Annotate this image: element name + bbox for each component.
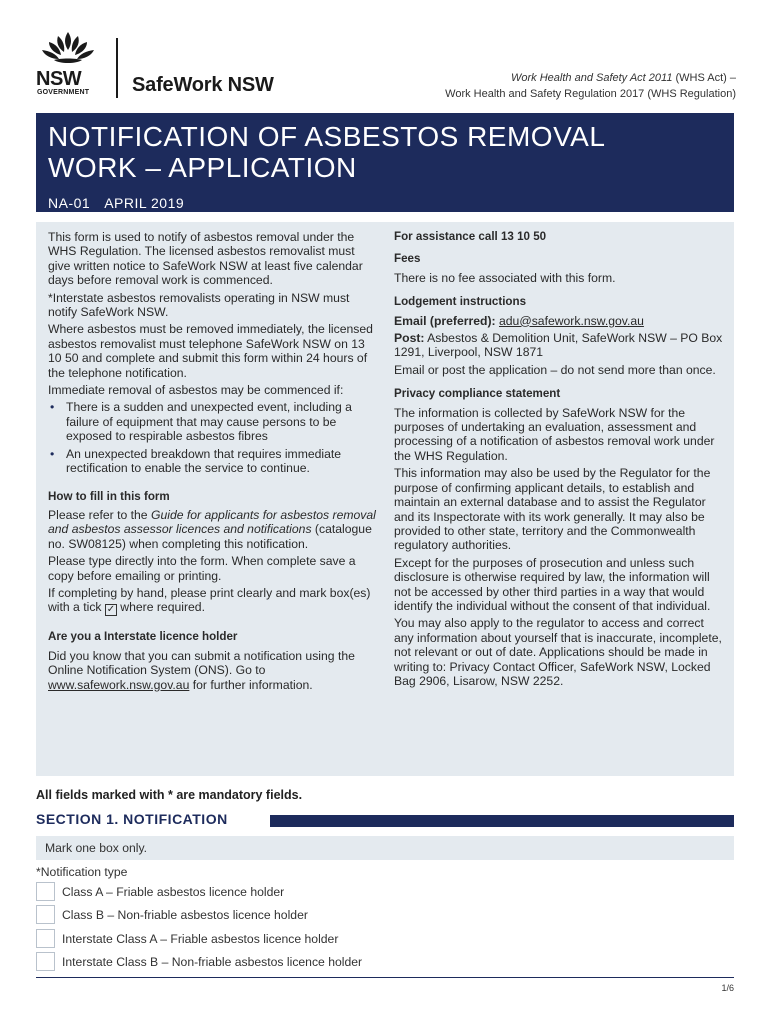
list-item (48, 400, 376, 443)
post-line (394, 331, 726, 360)
ons-paragraph (48, 649, 376, 692)
form-title-banner (36, 113, 734, 212)
list-item-text: There is a sudden and unexpected event, including a failure of equipment that may cause persons to be exposed to respirable asbestos fibres (66, 400, 352, 444)
ons-text-end: for further information. (189, 677, 313, 692)
brand-name: SafeWork NSW (132, 74, 274, 96)
intro-paragraph: This form is used to notify of asbestos removal under the WHS Regulation. The licensed asbestos removalist must give written notice to SafeWork NSW at least five calendar days before removal work is commenced. (48, 230, 363, 288)
interstate-class-a-checkbox[interactable] (36, 929, 55, 948)
guide-paragraph (48, 508, 376, 551)
regulation-name: Work Health and Safety Regulation 2017 (WHS Regulation) (445, 88, 736, 100)
list-item (48, 447, 376, 476)
nsw-logo-text: NSW (36, 68, 82, 90)
info-right-column (394, 230, 726, 691)
privacy-heading: Privacy compliance statement (394, 387, 561, 401)
ons-text: Did you know that you can submit a notification using the Online Notification System (ONS). Go to (48, 648, 355, 678)
interstate-class-a-label: Interstate Class A – Friable asbestos licence holder (62, 932, 339, 946)
option-interstate-class-a (36, 929, 536, 949)
mark-one-instruction: Mark one box only. (36, 836, 734, 860)
bullet-icon: • (50, 446, 55, 461)
class-a-checkbox[interactable] (36, 882, 55, 901)
logo-divider (116, 38, 118, 98)
interstate-note: *Interstate asbestos removalists operating in NSW must notify SafeWork NSW. (48, 290, 350, 320)
info-left-column (48, 230, 376, 695)
privacy-paragraph-1: The information is collected by SafeWork NSW for the purposes of undertaking an evaluation, assessment and processing of a notification of asbestos removal work under the WHS Regulation. (394, 405, 715, 463)
privacy-paragraph-3: Except for the purposes of prosecution and unless such disclosure is otherwise required by law, the information will not be accessed by other third parties in a way that would identify the individual without the consent of that individual. (394, 555, 711, 613)
post-address: Asbestos & Demolition Unit, SafeWork NSW – PO Box 1291, Liverpool, NSW 1871 (394, 331, 723, 360)
tick-box-icon: ✓ (106, 604, 116, 616)
section-1-title: SECTION 1. NOTIFICATION (36, 811, 228, 827)
lodgement-heading: Lodgement instructions (394, 295, 527, 309)
mandatory-fields-note: All fields marked with * are mandatory fields. (36, 788, 303, 802)
form-title-line-1: NOTIFICATION OF ASBESTOS REMOVAL (48, 121, 606, 152)
footer-divider (36, 977, 734, 978)
interstate-class-b-label: Interstate Class B – Non-friable asbestos licence holder (62, 955, 363, 969)
type-directly-paragraph: Please type directly into the form. When complete save a copy before emailing or printing. (48, 554, 356, 583)
class-a-label: Class A – Friable asbestos licence holder (62, 885, 285, 899)
send-once-text: Email or post the application – do not send more than once. (394, 362, 716, 377)
fees-text: There is no fee associated with this form. (394, 270, 616, 285)
option-class-b (36, 905, 536, 925)
interstate-class-b-checkbox[interactable] (36, 952, 55, 971)
option-class-a (36, 882, 536, 902)
information-panel (36, 222, 734, 776)
email-label: Email (preferred): (394, 313, 496, 328)
form-title-line-2: WORK – APPLICATION (48, 152, 357, 183)
class-b-label: Class B – Non-friable asbestos licence holder (62, 908, 308, 922)
post-label: Post: (394, 331, 425, 346)
guide-title: Guide for applicants for asbestos removal and asbestos assessor licences and notifications (48, 507, 376, 537)
form-code (48, 195, 722, 211)
privacy-paragraph-4: You may also apply to the regulator to access and correct any information about yourself that is inaccurate, incomplete, not relevant or out of date. Applications should be made in writing to: Privacy Contact Officer, SafeWork NSW, Locked Bag 2906, Lisarow, NSW 2252. (394, 616, 722, 688)
privacy-paragraph-2: This information may also be used by the Regulator for the purpose of confirming applicant details, to establish and maintain an external database and to assist the Regulator and its Inspectorate with its work generally. It may also be provided to other state, territory and the Commonwealth regulatory authorities. (394, 466, 711, 553)
assistance-heading: For assistance call 13 10 50 (394, 230, 547, 243)
email-line (394, 314, 726, 328)
bullet-icon: • (50, 400, 55, 415)
list-item-text: An unexpected breakdown that requires immediate rectification to enable the service to continue. (66, 446, 342, 476)
immediate-removal-paragraph: Where asbestos must be removed immediately, the licensed asbestos removalist must telephone SafeWork NSW on 13 10 50 and complete and submit this form within 24 hours of the telephone notification. (48, 322, 373, 380)
legislation-reference (445, 70, 736, 102)
by-hand-text-end: where required. (116, 600, 205, 615)
section-heading-bar (270, 815, 734, 827)
class-b-checkbox[interactable] (36, 905, 55, 924)
notification-type-label: *Notification type (36, 865, 128, 879)
form-date: APRIL 2019 (104, 195, 185, 211)
form-title (48, 121, 722, 183)
interstate-heading: Are you a Interstate licence holder (48, 630, 238, 644)
section-1-heading (36, 810, 734, 830)
email-link[interactable]: adu@safework.nsw.gov.au (498, 313, 644, 328)
commenced-if-text: Immediate removal of asbestos may be commenced if: (48, 383, 344, 398)
option-interstate-class-b (36, 952, 536, 972)
page-number: 1/6 (721, 983, 734, 993)
act-name: Work Health and Safety Act 2011 (511, 72, 673, 84)
how-to-fill-heading: How to fill in this form (48, 489, 170, 503)
guide-text: Please refer to the (48, 507, 151, 522)
safework-website-link[interactable]: www.safework.nsw.gov.au (48, 677, 190, 692)
by-hand-paragraph (48, 586, 376, 616)
fees-heading: Fees (394, 252, 421, 266)
act-abbrev: (WHS Act) – (672, 72, 736, 84)
guide-text-end: (catalogue no. SW08125) when completing this notification. (48, 522, 372, 551)
form-number: NA-01 (48, 195, 91, 211)
government-logo-text: GOVERNMENT (37, 89, 90, 96)
by-hand-text: If completing by hand, please print clearly and mark box(es) with a tick (48, 585, 371, 615)
page-header (36, 30, 736, 102)
